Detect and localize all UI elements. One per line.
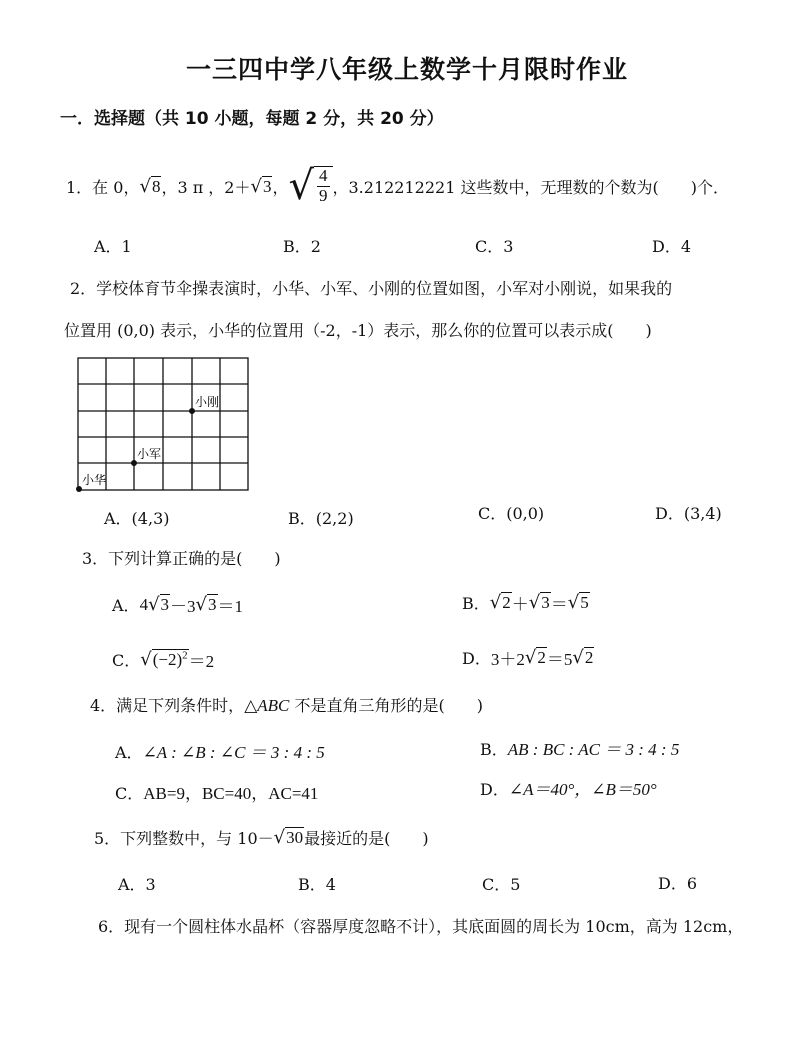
q4-option-d[interactable]: D．∠A＝40°，∠B＝50° (480, 780, 657, 799)
q4-option-c[interactable]: C．AB=9，BC=40，AC=41 (115, 784, 319, 803)
label-xiaogang: 小刚 (195, 395, 220, 409)
q2-option-d[interactable]: D．(3,4) (655, 504, 722, 523)
sqrt-squared: $√(-2)^2$ (140, 649, 188, 670)
sqrt-8: √8 (139, 175, 161, 197)
q2-option-c[interactable]: C．(0,0) (478, 504, 545, 523)
label-xiaohua: 小华 (82, 473, 107, 487)
sqrt-2: √2 (572, 647, 594, 668)
q1-prefix: 1．在 0， (66, 177, 140, 197)
q2-line1: 2．学校体育节伞操表演时，小华、小军、小刚的位置如图，小军对小刚说，如果我的 (70, 279, 673, 298)
sqrt-3: √3 (250, 175, 272, 197)
sqrt-30: √30 (273, 827, 304, 848)
sqrt-3: √3 (148, 594, 170, 615)
section-heading: 一．选择题（共 10 小题，每题 2 分，共 20 分） (60, 109, 444, 129)
q1-option-c[interactable]: C．3 (475, 237, 514, 256)
sqrt-2: √2 (524, 647, 546, 668)
q3-option-d[interactable]: D． 3＋2 √2 ＝5 √2 (462, 647, 594, 669)
q1-option-d[interactable]: D．4 (652, 237, 692, 256)
q3-option-c[interactable]: C． $√(-2)^2$ ＝2 (112, 649, 215, 671)
grid-lines (78, 358, 248, 490)
q6-line1: 6．现有一个圆柱体水晶杯（容器厚度忽略不计），其底面圆的周长为 10cm，高为 12cm， (98, 917, 744, 936)
q3-option-a[interactable]: A． 4 √3 －3 √3 ＝1 (112, 594, 244, 616)
q5-option-d[interactable]: D．6 (658, 874, 698, 893)
position-grid-figure (76, 356, 256, 496)
label-xiaojun: 小军 (137, 447, 162, 461)
q1-option-b[interactable]: B．2 (283, 237, 321, 256)
q2-line2: 位置用 (0,0) 表示，小华的位置用（-2，-1）表示，那么你的位置可以表示成( ) (64, 321, 652, 340)
q1-option-a[interactable]: A．1 (94, 237, 132, 256)
sqrt-5: √5 (567, 592, 589, 613)
q5-option-a[interactable]: A．3 (118, 875, 156, 894)
sqrt-3: √3 (528, 592, 550, 613)
sqrt-2: √2 (489, 592, 511, 613)
q1-mid2: ， (272, 177, 289, 197)
page-title: 一三四中学八年级上数学十月限时作业 (186, 55, 629, 84)
q1-suffix: ，3.212212221 这些数中，无理数的个数为( )个． (332, 177, 729, 197)
question-1 (66, 163, 729, 209)
sqrt-fraction: √ $\frac{4}{9}$ (289, 166, 333, 206)
q1-mid1: ，3 π ，2＋ (161, 177, 251, 197)
q3-option-b[interactable]: B． √2 ＋ √3 ＝ √5 (462, 592, 589, 614)
q5-option-b[interactable]: B．4 (298, 875, 336, 894)
sqrt-3: √3 (195, 594, 217, 615)
q5-option-c[interactable]: C．5 (482, 875, 521, 894)
q4-option-a[interactable]: A．∠A : ∠B : ∠C ＝ 3 : 4 : 5 (115, 743, 325, 762)
question-5: 5．下列整数中，与 10－ √30 最接近的是( ) (94, 827, 429, 848)
q2-option-b[interactable]: B．(2,2) (288, 509, 354, 528)
q3-stem: 3．下列计算正确的是( ) (82, 549, 281, 568)
question-4: 4．满足下列条件时，△ABC 不是直角三角形的是( ) (90, 696, 483, 715)
q4-option-b[interactable]: B．AB : BC : AC ＝ 3 : 4 : 5 (480, 740, 680, 759)
q2-option-a[interactable]: A．(4,3) (104, 509, 170, 528)
